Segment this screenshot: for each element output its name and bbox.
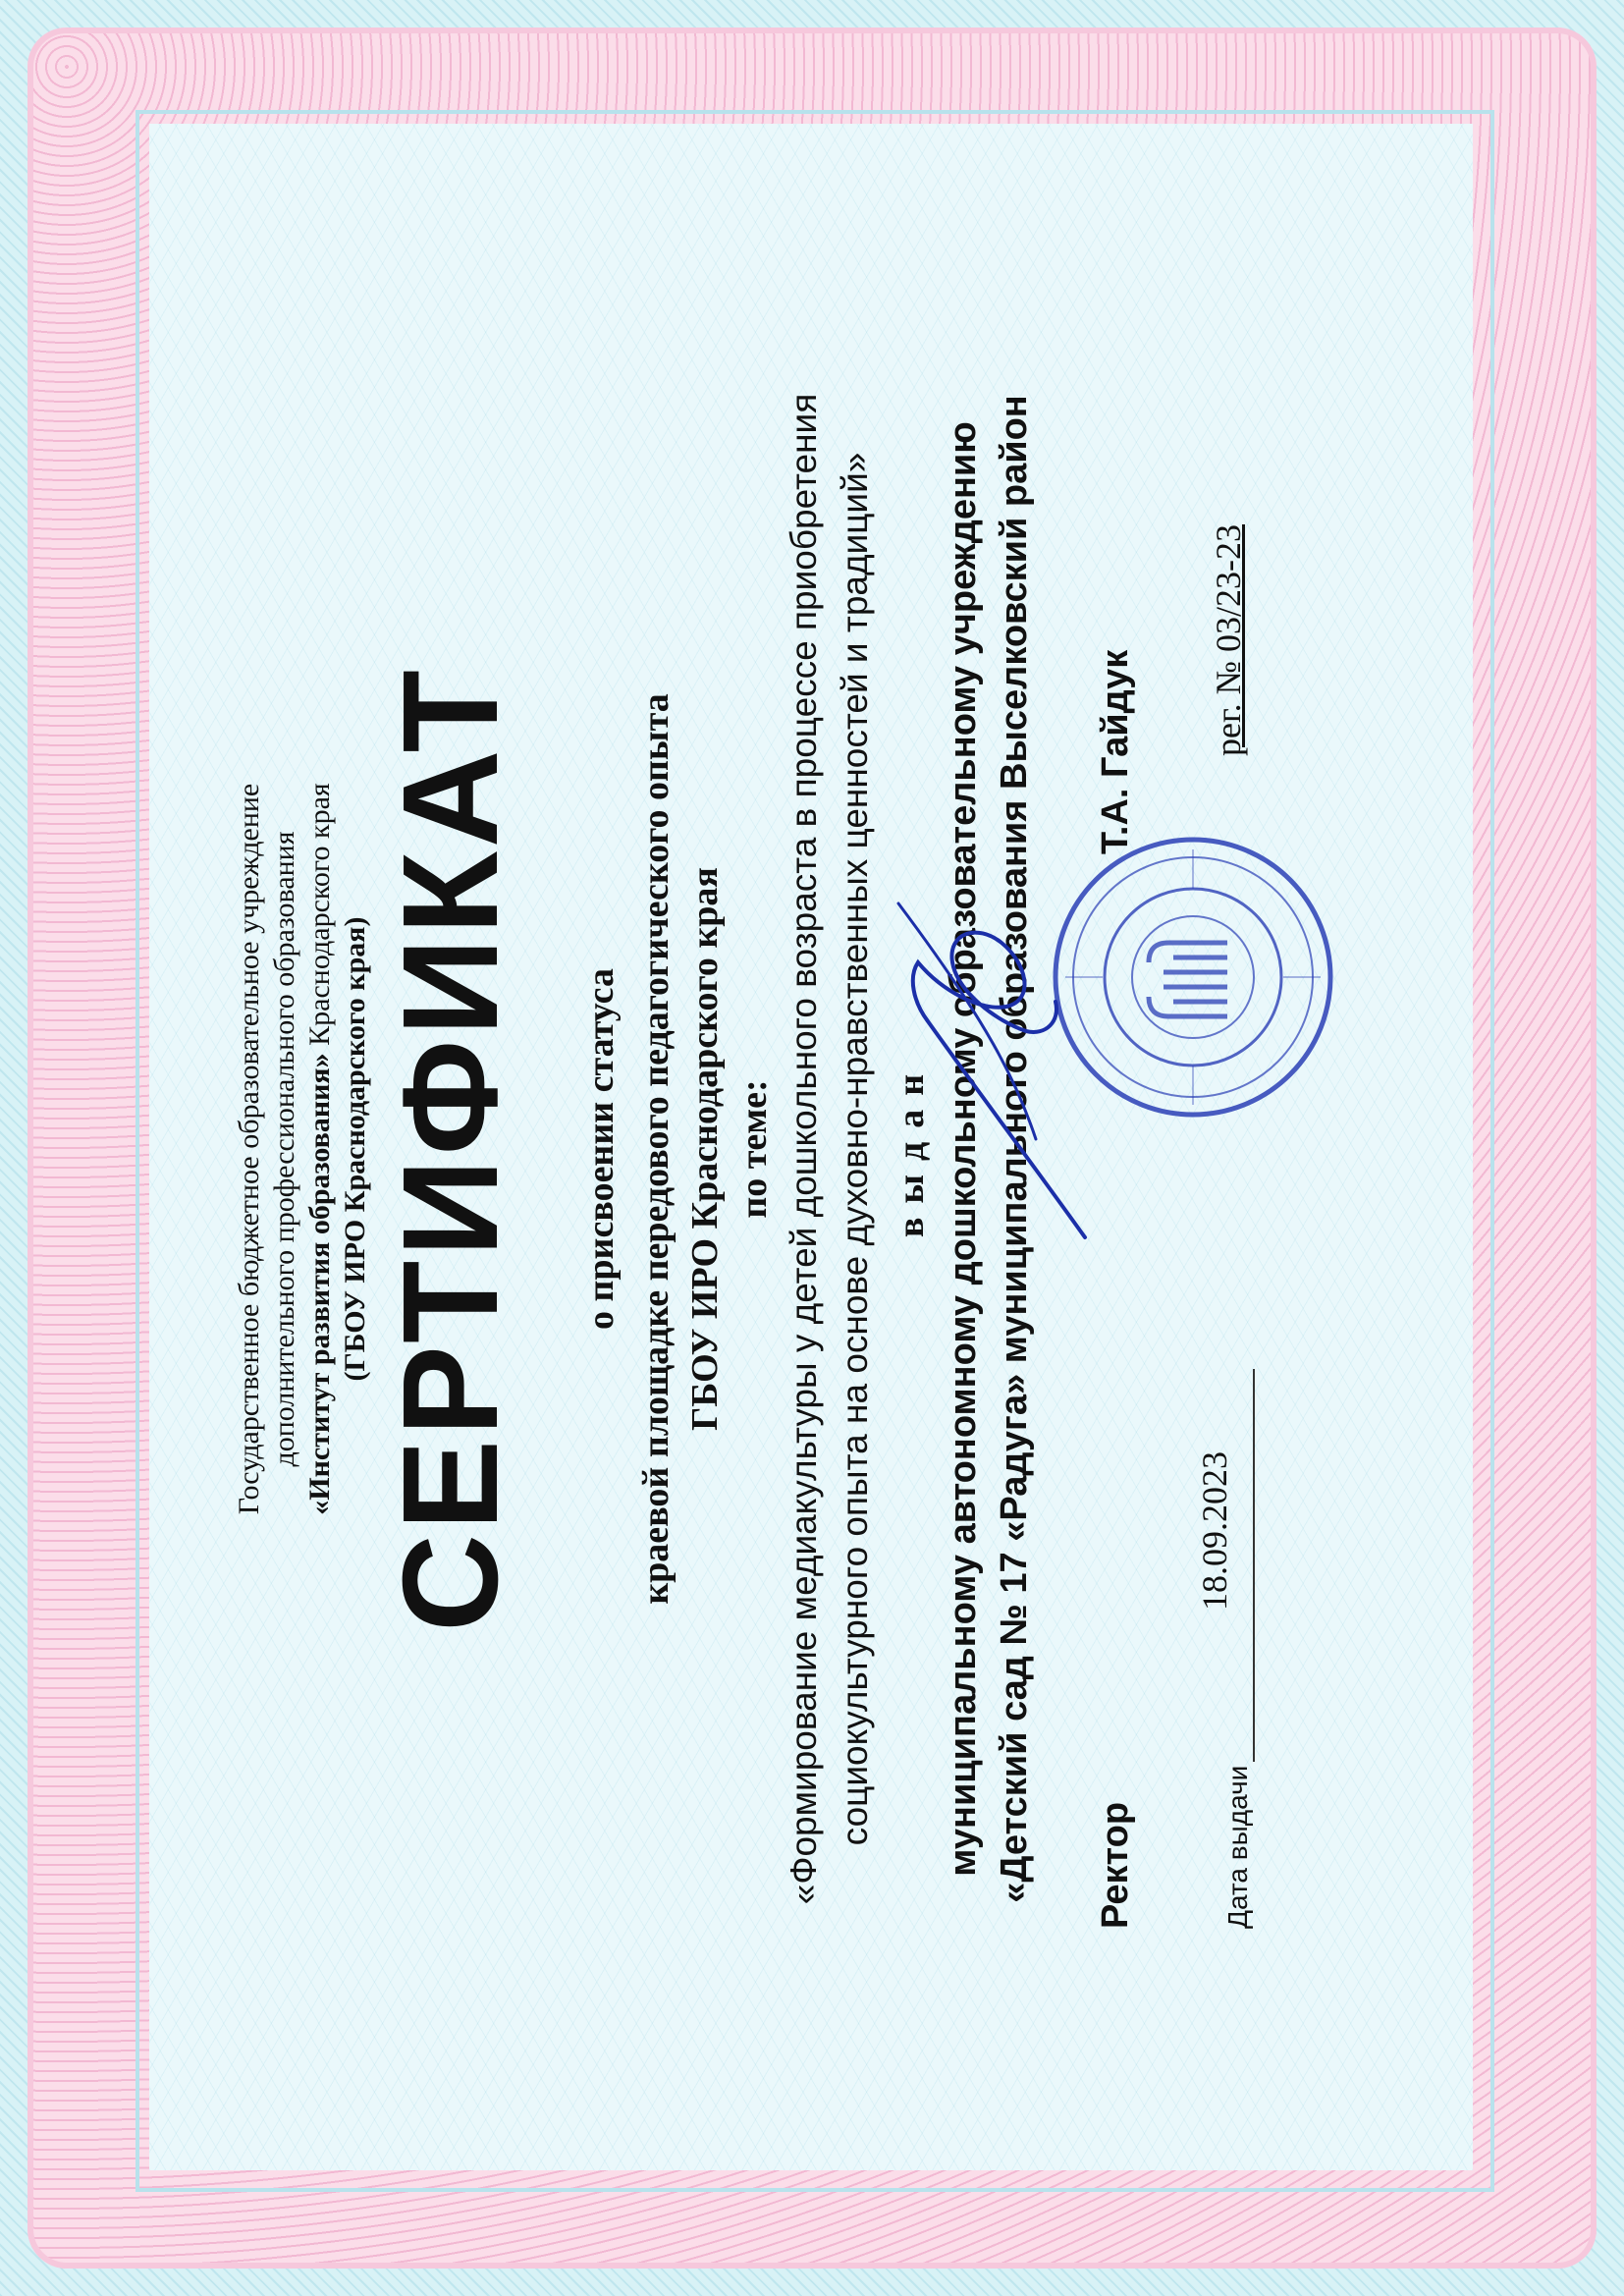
registration-number: рег. № 03/23-23 — [1209, 523, 1248, 756]
org-name-rest: Краснодарского края — [303, 783, 336, 1054]
institution-line-1: муниципальному автономному дошкольному образовательному учреждению — [943, 421, 984, 1877]
certificate-content — [167, 137, 1453, 2160]
status-line-2: краевой площадке передового педагогического опыта — [635, 693, 677, 1605]
rector-label: Ректор — [1095, 1801, 1136, 1929]
issue-date: 18.09.2023 — [1195, 1451, 1234, 1611]
issue-date-label: Дата выдачи — [1222, 1765, 1253, 1929]
org-line-2: дополнительного профессионального образования — [268, 831, 300, 1467]
issued-label: выдан — [891, 1060, 932, 1238]
rector-signature-icon — [889, 884, 1114, 1257]
issue-date-underline — [1253, 1369, 1255, 1762]
topic-line-2: социокультурного опыта на основе духовно-нравственных ценностей и традиций» — [835, 452, 875, 1846]
status-line-3: ГБОУ ИРО Краснодарского края — [684, 867, 726, 1431]
institution-line-2: «Детский сад № 17 «Радуга» муниципального образования Выселковский район — [994, 395, 1035, 1903]
rector-name: Т.А. Гайдук — [1095, 649, 1136, 854]
org-line-3 — [302, 137, 338, 2160]
certificate-content-wrapper — [167, 137, 1453, 2160]
status-line-4: по теме: — [733, 1079, 775, 1219]
org-name-bold: «Институт развития образования» — [303, 1053, 336, 1515]
topic-line-1: «Формирование медиакультуры у детей дошкольного возраста в процессе приобретения — [784, 393, 824, 1905]
org-line-1: Государственное бюджетное образовательное учреждение — [233, 783, 265, 1515]
status-line-1: о присвоении статуса — [580, 968, 622, 1330]
certificate-title: СЕРТИФИКАТ — [375, 666, 526, 1632]
org-line-4: (ГБОУ ИРО Краснодарского края) — [339, 916, 371, 1382]
